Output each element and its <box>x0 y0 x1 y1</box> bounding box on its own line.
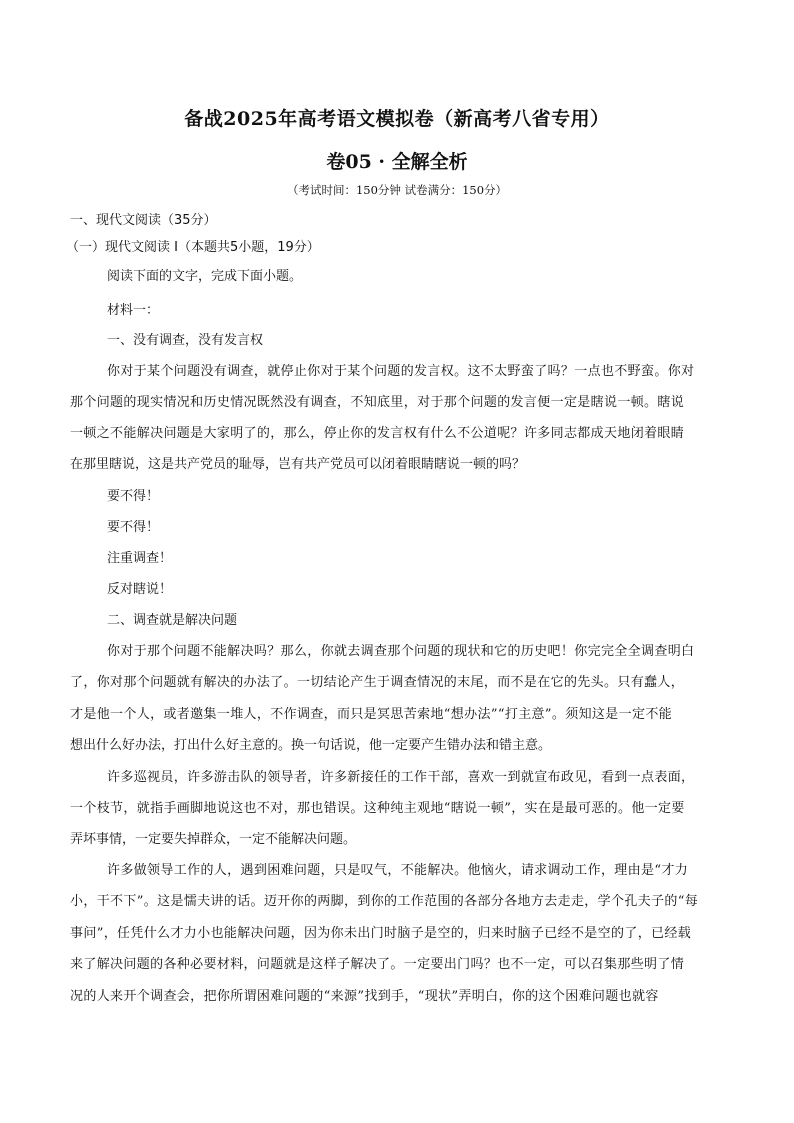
part-title: 二、调查就是解决问题 <box>107 613 238 628</box>
paragraph-line: 你对于那个问题不能解决吗？那么，你就去调查那个问题的现状和它的历史吧！你完完全全调查明白 <box>107 644 695 659</box>
paragraph-line: 了，你对那个问题就有解决的办法了。一切结论产生于调查情况的末尾，而不是在它的先头。只有蠢人， <box>70 675 685 690</box>
paragraph-line: 弄坏事情，一定要失掉群众，一定不能解决问题。 <box>70 832 357 847</box>
paragraph-line: 一个枝节，就指手画脚地说这也不对，那也错误。这种纯主观地“瞎说一顿”，实在是最可恶的。他一定要 <box>70 801 685 816</box>
paragraph-line: 许多做领导工作的人，遇到困难问题，只是叹气，不能解决。他恼火，请求调动工作，理由是“才力 <box>107 863 689 878</box>
paragraph-line: 事问”，任凭什么才力小也能解决问题，因为你未出门时脑子是空的，归来时脑子已经不是空的了，已经载 <box>70 926 692 941</box>
section-heading: 一、现代文阅读（35分） <box>70 213 217 228</box>
paragraph-line: 要不得！ <box>107 520 160 535</box>
paragraph-line: 那个问题的现实情况和历史情况既然没有调查，不知底里，对于那个问题的发言便一定是瞎说一顿。瞎说 <box>70 395 685 410</box>
paragraph-line: 要不得！ <box>107 489 160 504</box>
paragraph-line: 才是他一个人，或者邀集一堆人，不作调查，而只是冥思苦索地“想办法”“打主意”。须知这是一定不能 <box>70 707 673 722</box>
exam-info: （考试时间：150分钟 试卷满分：150分） <box>286 183 508 197</box>
paragraph-line: 注重调查！ <box>107 551 173 566</box>
paragraph-line: 况的人来开个调查会，把你所谓困难问题的“来源”找到手，“现状”弄明白，你的这个困难问题也就容 <box>70 989 659 1004</box>
page-subtitle: 卷05 · 全解全析 <box>326 151 468 173</box>
part-title: 一、没有调查，没有发言权 <box>107 333 264 348</box>
paragraph-line: 你对于某个问题没有调查，就停止你对于某个问题的发言权。这不太野蛮了吗？一点也不野蛮。你对 <box>107 364 695 379</box>
paragraph-line: 许多巡视员，许多游击队的领导者，许多新接任的工作干部，喜欢一到就宣布政见，看到一点表面， <box>107 770 695 785</box>
paragraph-line: 小，干不下”。这是懦夫讲的话。迈开你的两脚，到你的工作范围的各部分各地方去走走，学个孔夫子的“每 <box>70 894 699 909</box>
paragraph-line: 反对瞎说！ <box>107 582 173 597</box>
paragraph-line: 想出什么好办法，打出什么好主意的。换一句话说，他一定要产生错办法和错主意。 <box>70 738 552 753</box>
instruction-text: 阅读下面的文字，完成下面小题。 <box>107 269 303 284</box>
paragraph-line: 来了解决问题的各种必要材料，问题就是这样子解决了。一定要出门吗？也不一定，可以召集那些明了情 <box>70 957 685 972</box>
sub-section-heading: （一）现代文阅读 I（本题共5小题，19分） <box>66 240 320 255</box>
page-title: 备战2025年高考语文模拟卷（新高考八省专用） <box>184 108 610 130</box>
paragraph-line: 一顿之不能解决问题是大家明了的，那么，停止你的发言权有什么不公道呢？许多同志都成天地闭着眼睛 <box>70 426 685 441</box>
paragraph-line: 在那里瞎说，这是共产党员的耻辱，岂有共产党员可以闭着眼睛瞎说一顿的吗？ <box>70 457 526 472</box>
material-label: 材料一： <box>107 303 160 318</box>
